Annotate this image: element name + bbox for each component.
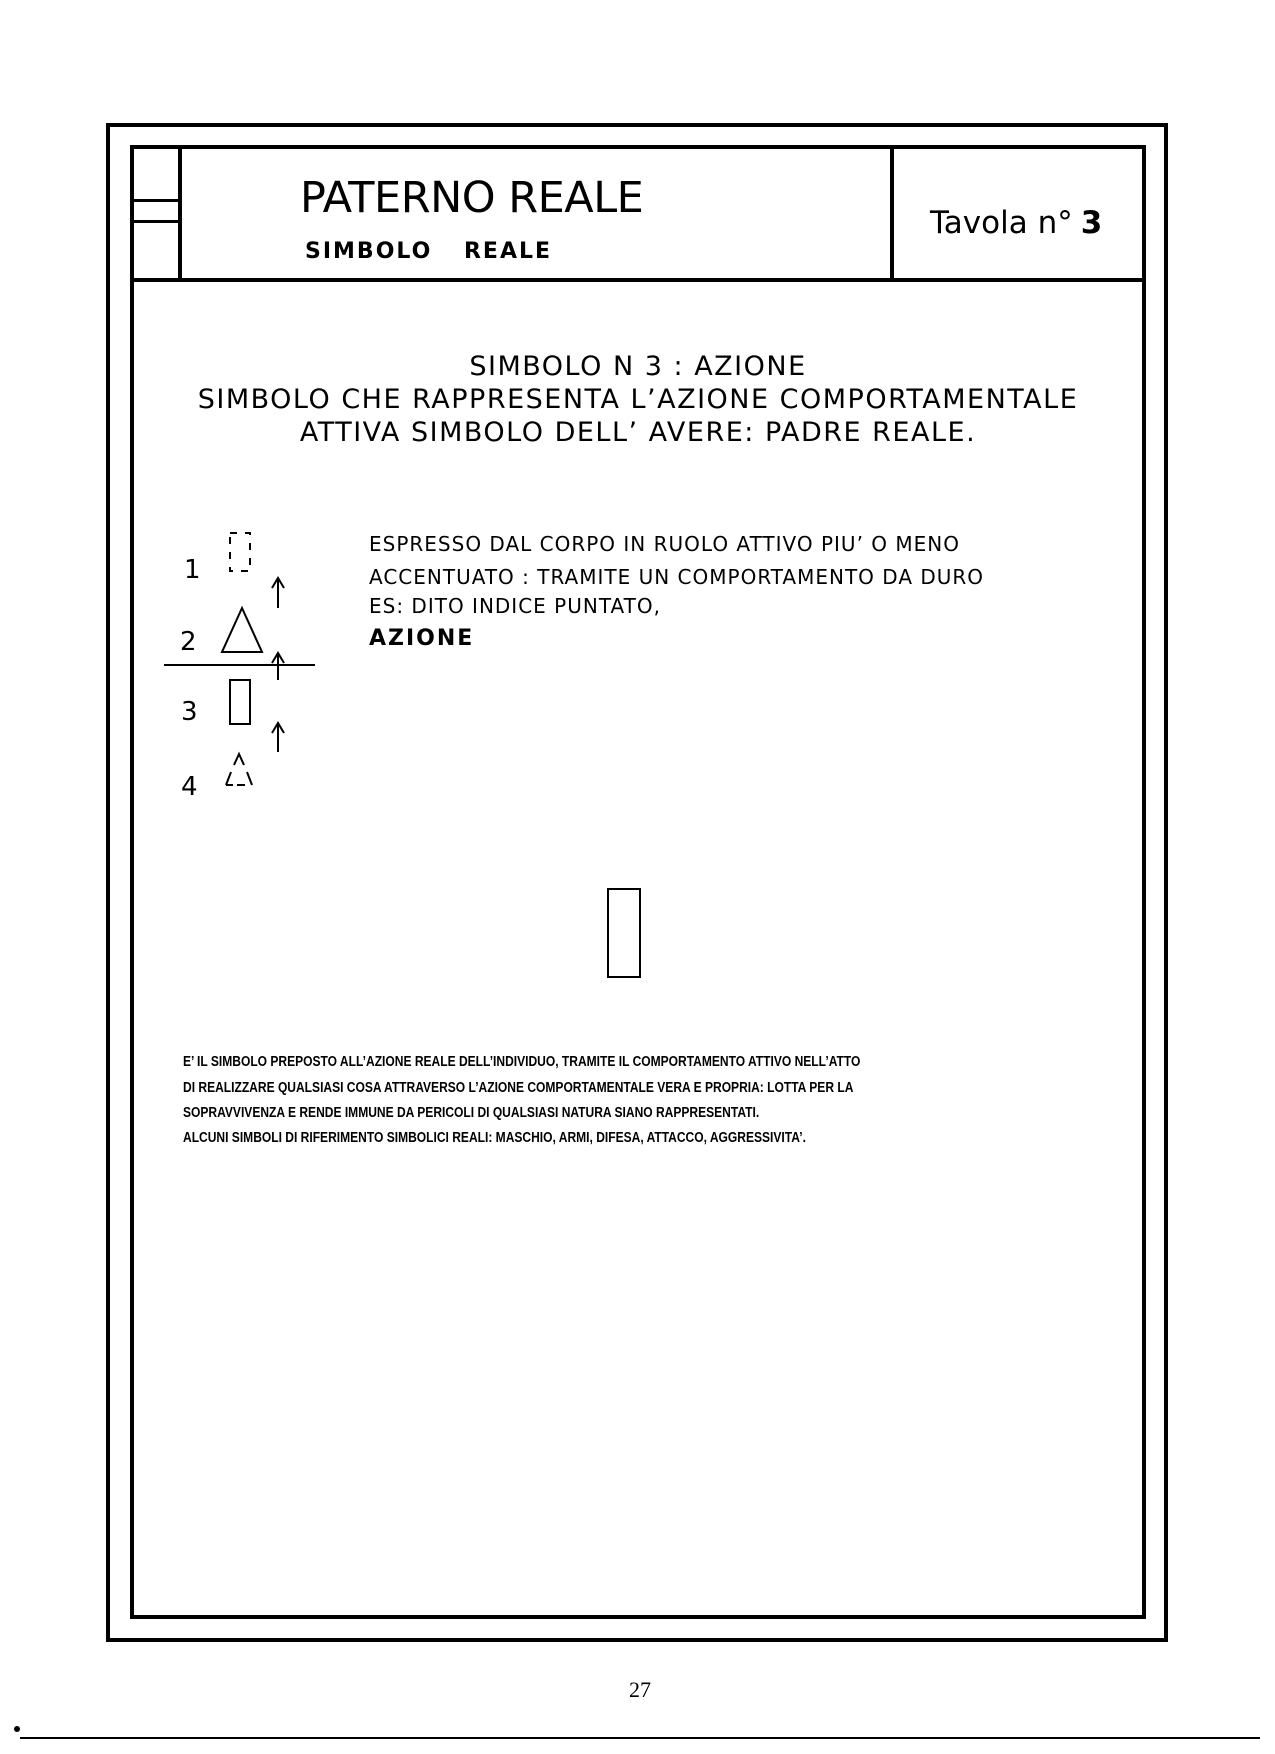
header-rule-1 [130,199,182,202]
body-line-4: ALCUNI SIMBOLI DI RIFERIMENTO SIMBOLICI REALI: MASCHIO, ARMI, DIFESA, ATTACCO, AGGRESSIVITA’. [183,1130,806,1146]
symbol-heading-line-1: SIMBOLO N 3 : AZIONE [469,351,807,382]
diagram-label-1: 1 [184,555,201,585]
central-rectangle-symbol [607,888,641,978]
arrow-up-icon [272,653,284,680]
plate-label: Tavola n° [930,205,1073,241]
header-rule-2 [130,220,182,223]
rectangle-symbol [230,680,250,724]
header-divider [890,145,894,278]
header-left-cell [130,145,182,278]
broken-triangle-symbol [226,754,252,785]
dashed-rectangle-symbol [230,533,250,571]
plate-number [930,205,1102,241]
bottom-rule [20,1737,1260,1739]
arrow-up-icon [272,578,284,608]
description-line-2: ACCENTUATO : TRAMITE UN COMPORTAMENTO DA DURO [369,565,985,589]
diagram-label-3: 3 [181,697,198,727]
body-line-2: DI REALIZZARE QUALSIASI COSA ATTRAVERSO L’AZIONE COMPORTAMENTALE VERA E PROPRIA: LOTTA PER LA [183,1080,854,1096]
body-line-3: SOPRAVVIVENZA E RENDE IMMUNE DA PERICOLI DI QUALSIASI NATURA SIANO RAPPRESENTATI. [183,1105,760,1121]
body-line-1: E’ IL SIMBOLO PREPOSTO ALL’AZIONE REALE DELL’INDIVIDUO, TRAMITE IL COMPORTAMENTO ATTIVO NELL’ATTO [183,1054,861,1070]
symbol-heading-line-3: ATTIVA SIMBOLO DELL’ AVERE: PADRE REALE. [299,417,977,448]
description-line-1: ESPRESSO DAL CORPO IN RUOLO ATTIVO PIU’ O MENO [369,532,960,556]
scan-mark [14,1726,20,1732]
triangle-symbol [222,608,262,652]
arrow-up-icon [272,723,284,752]
symbol-heading-line-2: SIMBOLO CHE RAPPRESENTA L’AZIONE COMPORTAMENTALE [197,384,1079,415]
plate-value: 3 [1080,205,1103,241]
description-line-3: ES: DITO INDICE PUNTATO, [369,594,661,618]
symbol-diagram [150,520,340,810]
document-subtitle: SIMBOLO REALE [305,239,553,264]
description-keyword: AZIONE [369,626,475,651]
diagram-label-4: 4 [181,772,198,802]
title-block [130,145,1146,282]
page-number: 27 [629,1677,651,1702]
diagram-label-2: 2 [180,627,197,657]
document-title: PATERNO REALE [300,173,644,223]
